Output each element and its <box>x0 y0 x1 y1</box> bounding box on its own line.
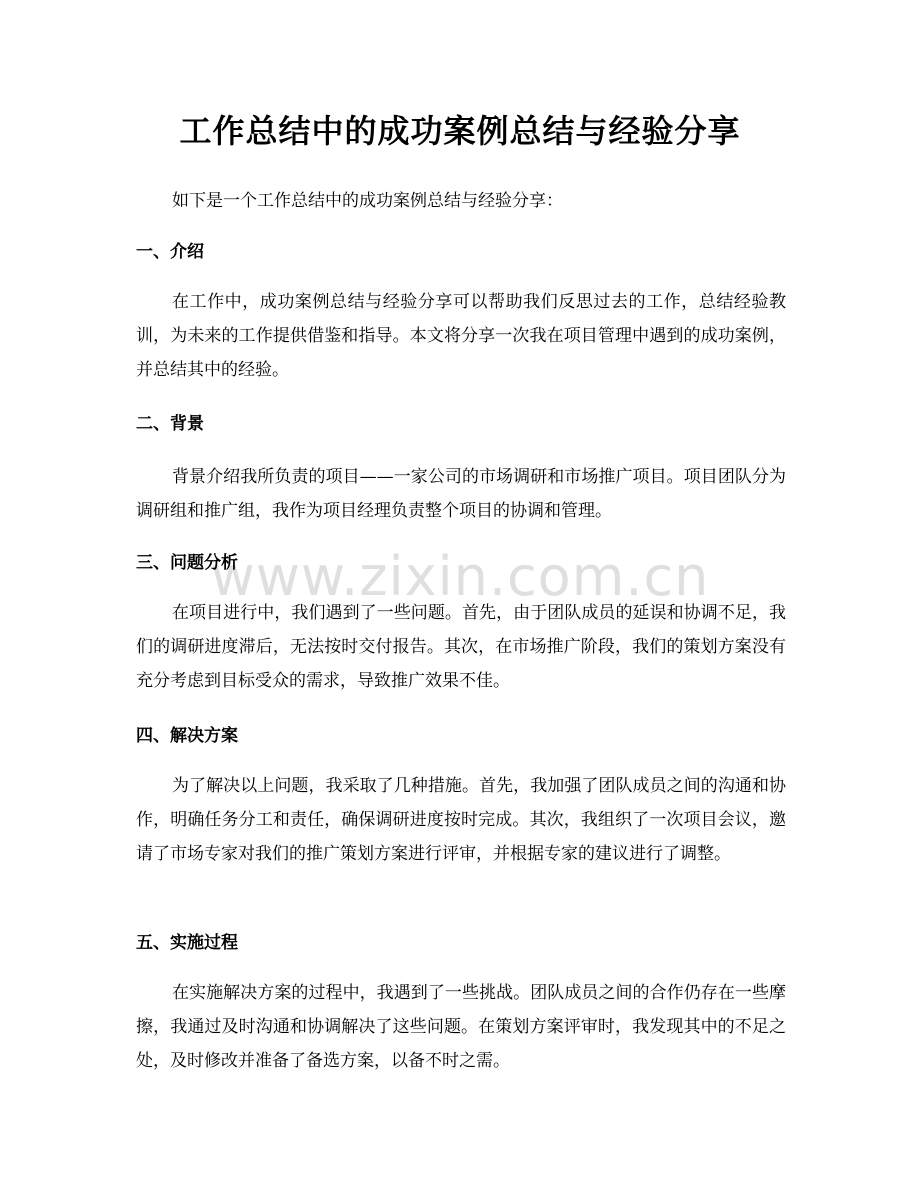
section-body-introduction: 在工作中，成功案例总结与经验分享可以帮助我们反思过去的工作，总结经验教训，为未来的工作提供借鉴和指导。本文将分享一次我在项目管理中遇到的成功案例，并总结其中的经验。 <box>136 292 786 380</box>
intro-text: 如下是一个工作总结中的成功案例总结与经验分享： <box>172 191 563 211</box>
section-heading-background: 二、背景 <box>136 414 204 434</box>
section-heading-introduction: 一、介绍 <box>136 242 204 262</box>
section-heading-problem-analysis: 三、问题分析 <box>136 553 238 573</box>
section-heading-solution: 四、解决方案 <box>136 726 238 746</box>
page-title: 工作总结中的成功案例总结与经验分享 <box>179 112 741 150</box>
section-body-problem-analysis: 在项目进行中，我们遇到了一些问题。首先，由于团队成员的延误和协调不足，我们的调研进度滞后，无法按时交付报告。其次，在市场推广阶段，我们的策划方案没有充分考虑到目标受众的需求，导致推广效果不佳。 <box>136 603 786 691</box>
section-heading-implementation: 五、实施过程 <box>136 933 238 953</box>
section-body-background: 背景介绍我所负责的项目——一家公司的市场调研和市场推广项目。项目团队分为调研组和推广组，我作为项目经理负责整个项目的协调和管理。 <box>136 467 786 521</box>
section-body-implementation: 在实施解决方案的过程中，我遇到了一些挑战。团队成员之间的合作仍存在一些摩擦，我通过及时沟通和协调解决了这些问题。在策划方案评审时，我发现其中的不足之处，及时修改并准备了备选方案，以备不时之需。 <box>136 983 786 1071</box>
watermark: www.zixin.com.cn <box>210 545 710 608</box>
section-body-solution: 为了解决以上问题，我采取了几种措施。首先，我加强了团队成员之间的沟通和协作，明确任务分工和责任，确保调研进度按时完成。其次，我组织了一次项目会议，邀请了市场专家对我们的推广策划方案进行评审，并根据专家的建议进行了调整。 <box>136 776 786 864</box>
